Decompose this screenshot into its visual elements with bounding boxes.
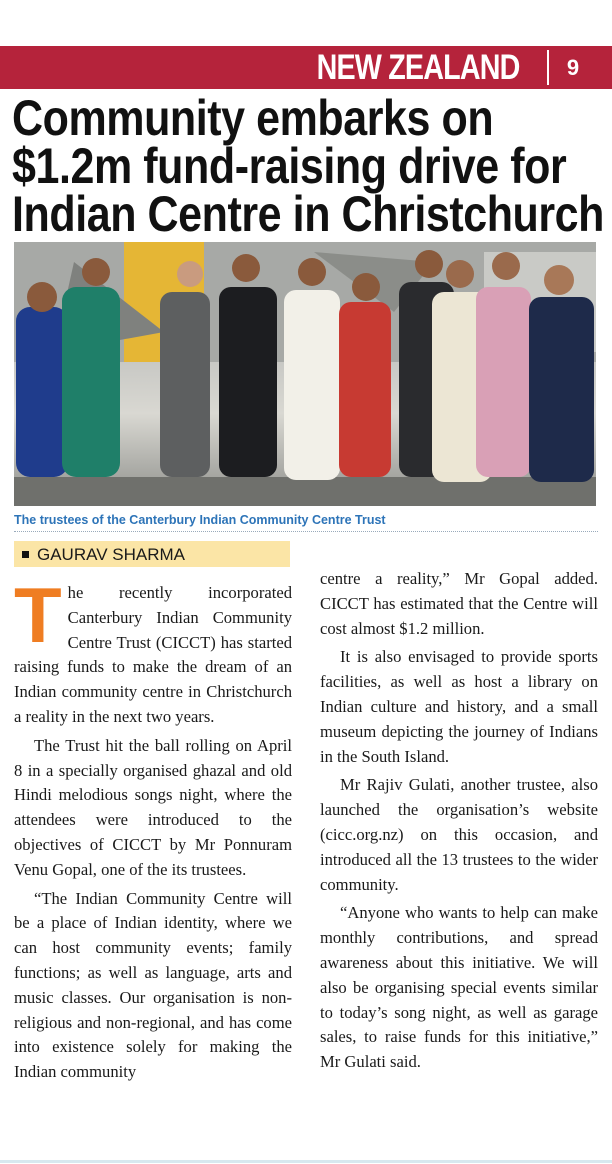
article-paragraph: The Trust hit the ball rolling on April 8 in a specially organised ghazal and old Hindi melodious songs night, where the attendees were introduced to the objectives of CICCT by Mr Ponnuram Venu Gopal, one of the its trustees. (14, 735, 292, 879)
headline (12, 90, 604, 242)
headline-line-2: $1.2m fund-raising drive for (12, 138, 567, 194)
drop-cap: T (14, 571, 62, 659)
article-paragraph: “Anyone who wants to help can make monthly contributions, and spread awareness about this initiative. We will also be organising special events similar to today’s song night, as well as garage sales, to raise funds for this initiative,” Mr Gulati said. (320, 903, 598, 1072)
article-paragraph: centre a reality,” Mr Gopal added. CICCT has estimated that the Centre will cost almost $1.2 million. (320, 569, 598, 638)
article-paragraph: Mr Rajiv Gulati, another trustee, also launched the organisation’s website (cicc.org.nz) on this occasion, and introduced all the 13 trustees to the wider community. (320, 775, 598, 894)
article-column-left (14, 571, 292, 1089)
paragraph-text: he recently incorporated Canterbury Indian Community Centre Trust (CICCT) has started raising funds to make the dream of an Indian community centre in Christchurch a reality in the next two years. (14, 583, 292, 726)
photo-caption: The trustees of the Canterbury Indian Community Centre Trust (14, 513, 598, 532)
article-paragraph: It is also envisaged to provide sports facilities, as well as host a library on Indian culture and history, and a small museum depicting the journey of Indians in the South Island. (320, 647, 598, 766)
trustees-photo-illustration (14, 242, 596, 506)
byline-marker-icon (22, 551, 29, 558)
headline-line-3: Indian Centre in Christchurch (12, 186, 604, 242)
article-column-right (320, 567, 598, 1079)
bottom-rule (0, 1160, 612, 1163)
headline-line-1: Community embarks on (12, 90, 494, 146)
header-divider (547, 50, 549, 85)
byline-author: GAURAV SHARMA (37, 545, 185, 564)
section-name: NEW ZEALAND (316, 48, 520, 87)
article-paragraph (14, 571, 292, 730)
byline (14, 541, 290, 567)
section-header-bar (0, 46, 612, 89)
page-number: 9 (566, 55, 580, 80)
trustees-photo (14, 242, 596, 506)
article-paragraph: “The Indian Community Centre will be a place of Indian identity, where we can host community events; family functions; as well as language, arts and music classes. Our organisation is non-religious and non-regional, and has come into existence solely for making the Indian community (14, 888, 292, 1082)
